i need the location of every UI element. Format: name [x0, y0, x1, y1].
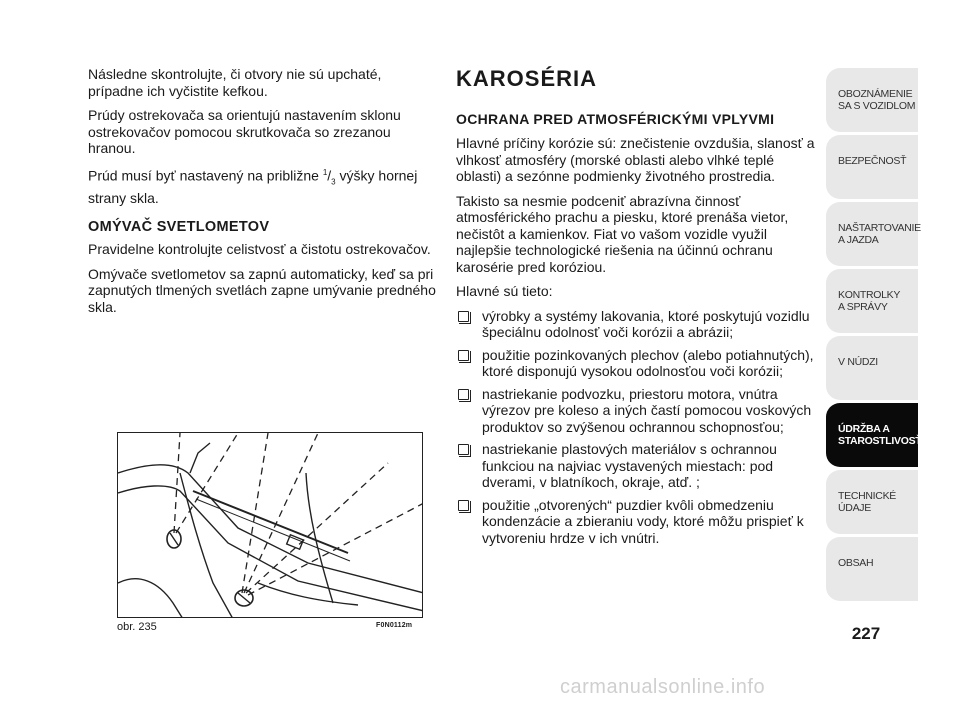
- tab-warning-lights[interactable]: KONTROLKY A SPRÁVY: [826, 269, 918, 333]
- list-item: použitie pozinkovaných plechov (alebo potiahnutých), ktoré disponujú vysokou odolnosťou voči korózii;: [456, 347, 816, 380]
- section-title: KAROSÉRIA: [456, 66, 598, 91]
- paragraph-check-washers: Pravidelne kontrolujte celistvosť a čistotu ostrekovačov.: [88, 241, 431, 258]
- tab-technical-data[interactable]: TECHNICKÉ ÚDAJE: [826, 470, 918, 534]
- paragraph-jet-height: Prúd musí byť nastavený na približne $^1/_3$ výšky hornej strany skla.: [88, 167, 418, 207]
- list-item: výrobky a systémy lakovania, ktoré poskytujú vozidlu špeciálnu odolnosť voči korózii a abrázii;: [456, 308, 816, 341]
- tab-getting-to-know[interactable]: OBOZNÁMENIE SA S VOZIDLOM: [826, 68, 918, 132]
- tab-safety[interactable]: BEZPEČNOSŤ: [826, 135, 918, 199]
- paragraph-check-openings: Následne skontrolujte, či otvory nie sú upchaté, prípadne ich vyčistite kefkou.: [88, 66, 382, 99]
- tab-maintenance[interactable]: ÚDRŽBA A STAROSTLIVOSŤ: [826, 403, 918, 467]
- heading-headlight-washer: OMÝVAČ SVETLOMETOV: [88, 218, 270, 235]
- right-column: [456, 66, 816, 552]
- chapter-tabs: [826, 68, 922, 604]
- watermark: carmanualsonline.info: [560, 676, 766, 698]
- checkbox-bullet-icon: [458, 389, 469, 400]
- section-subtitle: OCHRANA PRED ATMOSFÉRICKÝMI VPLYVMI: [456, 111, 775, 127]
- tab-emergency[interactable]: V NÚDZI: [826, 336, 918, 400]
- paragraph-main-measures: Hlavné sú tieto:: [456, 283, 553, 299]
- checkbox-bullet-icon: [458, 444, 469, 455]
- left-column: [88, 66, 440, 323]
- page-number: 227: [851, 624, 881, 643]
- paragraph-corrosion-causes: Hlavné príčiny korózie sú: znečistenie ovzdušia, slanosť a vlhkosť atmosféry (morské oblasti alebo vlhké teplé oblasti) a sezónne podmienky životného prostredia.: [456, 135, 815, 184]
- paragraph-jet-orientation: Prúdy ostrekovača sa orientujú nastavením sklonu ostrekovačov pomocou skrutkovača so zrezanou hranou.: [88, 107, 401, 156]
- tab-starting-driving[interactable]: NAŠTARTOVANIE A JAZDA: [826, 202, 918, 266]
- figure-code: F0N0112m: [376, 622, 413, 629]
- tab-contents[interactable]: OBSAH: [826, 537, 918, 601]
- list-item: nastriekanie plastových materiálov s ochrannou funkciou na najviac vystavených miestach: pod dverami, v blatníkoch, okraje, atď. ;: [456, 441, 816, 491]
- checkbox-bullet-icon: [458, 500, 469, 511]
- checkbox-bullet-icon: [458, 311, 469, 322]
- paragraph-abrasion: Takisto sa nesmie podceniť abrazívna činnosť atmosférického prachu a piesku, ktoré prenáša vietor, nečistôt a kamienkov. Fiat vo vašom vozidle využil najlepšie technologické riešenia na účinnú ochranu karosérie pred koróziou.: [456, 192, 789, 275]
- list-item: nastriekanie podvozku, priestoru motora, vnútra výrezov pre koleso a iných častí pomocou voskových produktov so zvýšenou ochrannou schopnosťou;: [456, 386, 816, 436]
- list-item: použitie „otvorených“ puzdier kvôli obmedzeniu kondenzácie a zbieraniu vody, ktoré môžu prispieť k vytvoreniu hrdze v ich vnútri.: [456, 497, 816, 547]
- figure-caption: obr. 235: [117, 621, 157, 633]
- checkbox-bullet-icon: [458, 350, 469, 361]
- protection-list: [456, 308, 816, 547]
- paragraph-auto-activation: Omývače svetlometov sa zapnú automaticky, keď sa pri zapnutých tlmených svetlách zapne umývanie predného skla.: [88, 265, 436, 315]
- figure-headlight-washer: [117, 432, 423, 618]
- headlight-washer-illustration: [118, 433, 423, 618]
